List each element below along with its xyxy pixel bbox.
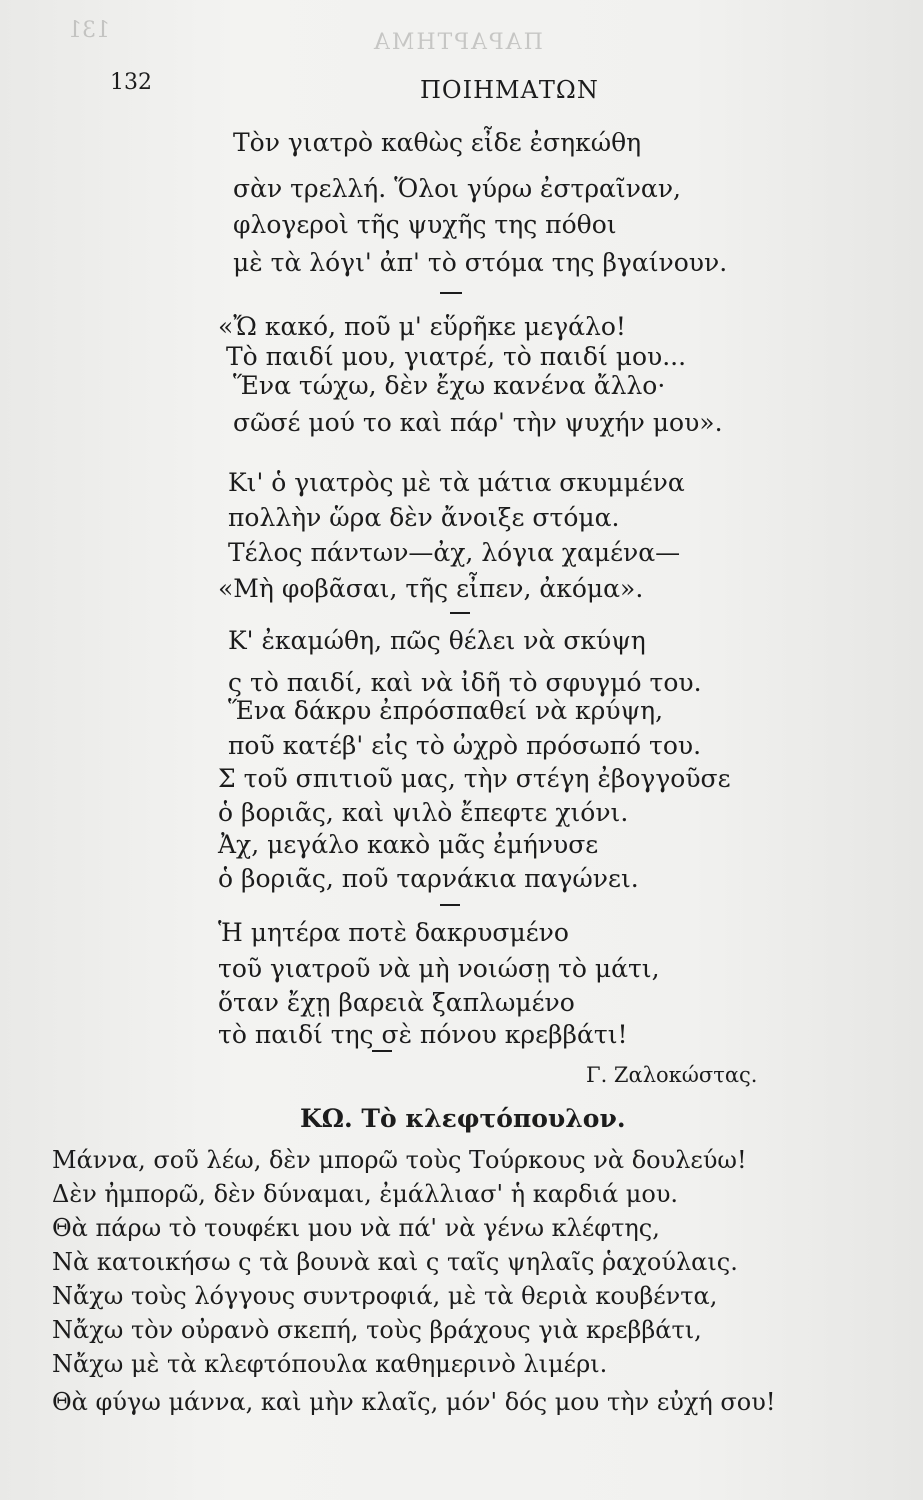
stanza-separator <box>440 904 460 906</box>
bleed-through-page-number: 131 <box>68 18 110 43</box>
poem2-line: Νἄχω μὲ τὰ κλεφτόπουλα καθημερινὸ λιμέρι. <box>52 1350 608 1378</box>
stanza-separator <box>450 612 470 614</box>
poem1-line: τοῦ γιατροῦ νὰ μὴ νοιώσῃ τὸ μάτι, <box>218 954 660 983</box>
poem1-line: ὁ βοριᾶς, καὶ ψιλὸ ἔπεφτε χιόνι. <box>218 798 629 827</box>
poem1-line: σῶσέ μού το καὶ πάρ' τὴν ψυχήν μου». <box>233 408 723 437</box>
poem2-line: Μάννα, σοῦ λέω, δὲν μπορῶ τοὺς Τούρκους νὰ δουλεύω! <box>52 1146 747 1174</box>
poem1-line: Κι' ὁ γιατρὸς μὲ τὰ μάτια σκυμμένα <box>228 468 685 497</box>
poem1-line: «Μὴ φοβᾶσαι, τῆς εἶπεν, ἀκόμα». <box>218 574 644 603</box>
page-heading: ΠΟΙΗΜΑΤΩΝ <box>420 76 599 104</box>
poem1-line: ὅταν ἔχῃ βαρειὰ ξαπλωμένο <box>218 988 575 1017</box>
poem2-line: Θὰ φύγω μάννα, καὶ μὴν κλαῖς, μόν' δός μου τὴν εὐχή σου! <box>52 1388 776 1416</box>
poem1-line: ς τὸ παιδί, καὶ νὰ ἰδῆ τὸ σφυγμό του. <box>228 668 702 697</box>
poem2-line: Νὰ κατοικήσω ς τὰ βουνὰ καὶ ς ταῖς ψηλαῖς ῥαχούλαις. <box>52 1248 738 1276</box>
poem1-line: Ἕνα δάκρυ ἐπρόσπαθεί νὰ κρύψη, <box>228 696 664 725</box>
poem1-line: φλογεροὶ τῆς ψυχῆς της πόθοι <box>233 210 617 239</box>
poem2-line: Νἄχω τοὺς λόγγους συντροφιά, μὲ τὰ θεριὰ κουβέντα, <box>52 1282 718 1310</box>
poem2-title: ΚΩ. Τὸ κλεφτόπουλον. <box>300 1104 626 1133</box>
poem1-line: πολλὴν ὥρα δὲν ἄνοιξε στόμα. <box>228 503 620 532</box>
poem2-line: Νἄχω τὸν οὐρανὸ σκεπή, τοὺς βράχους γιὰ κρεββάτι, <box>52 1316 702 1344</box>
stanza-separator <box>440 292 462 294</box>
poem2-line: Δὲν ἠμπορῶ, δὲν δύναμαι, ἐμάλλιασ' ἡ καρδιά μου. <box>52 1180 679 1208</box>
poem1-line: Σ τοῦ σπιτιοῦ μας, τὴν στέγη ἐβογγοῦσε <box>218 764 731 793</box>
poem1-line: Τὸν γιατρὸ καθὼς εἶδε ἐσηκώθη <box>233 128 642 157</box>
poem2-line: Θὰ πάρω τὸ τουφέκι μου νὰ πά' νὰ γένω κλέφτης, <box>52 1214 660 1242</box>
bleed-through-title: ΠΑΡΑΡΤΗΜΑ <box>372 30 543 55</box>
poem1-line: Τὸ παιδί μου, γιατρέ, τὸ παιδί μου... <box>226 342 687 371</box>
poem1-line: Ἀχ, μεγάλο κακὸ μᾶς ἐμήνυσε <box>218 830 599 859</box>
poem1-line: σὰν τρελλή. Ὅλοι γύρω ἐστραῖναν, <box>233 174 681 203</box>
poem1-line: Κ' ἐκαμώθη, πῶς θέλει νὰ σκύψη <box>228 626 646 655</box>
poem1-line: Τέλος πάντων—ἀχ, λόγια χαμένα— <box>228 538 681 567</box>
stanza-separator <box>372 1050 392 1052</box>
poem1-line: τὸ παιδί της σὲ πόνου κρεββάτι! <box>218 1020 628 1049</box>
poem1-line: Ἕνα τώχω, δὲν ἔχω κανένα ἄλλο· <box>233 371 666 400</box>
poem1-author: Γ. Ζαλοκώστας. <box>586 1063 758 1087</box>
page-number: 132 <box>110 70 152 95</box>
poem1-line: μὲ τὰ λόγι' ἀπ' τὸ στόμα της βγαίνουν. <box>233 248 728 277</box>
poem1-line: ποῦ κατέβ' εἰς τὸ ὠχρὸ πρόσωπό του. <box>228 731 702 760</box>
poem1-line: ὁ βοριᾶς, ποῦ ταρνάκια παγώνει. <box>218 864 639 893</box>
poem1-line: «Ὤ κακό, ποῦ μ' εὕρῆκε μεγάλο! <box>218 312 626 341</box>
poem1-line: Ἡ μητέρα ποτὲ δακρυσμένο <box>218 918 569 947</box>
